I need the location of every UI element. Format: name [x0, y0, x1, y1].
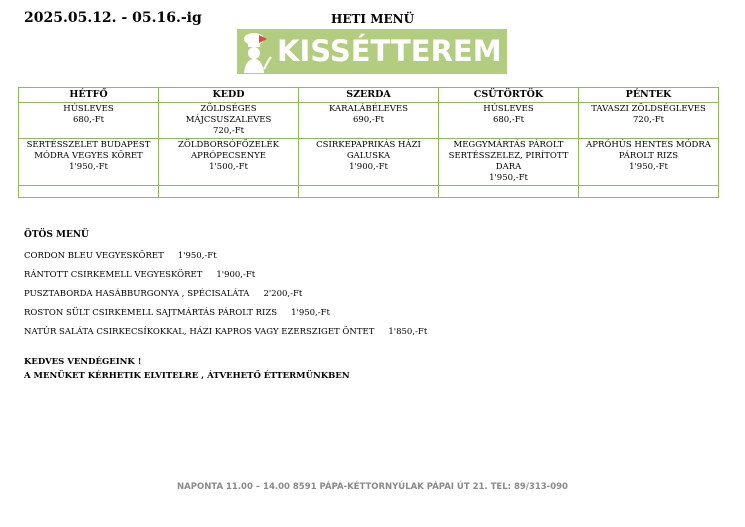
- fixed-item-name: ROSTON SÜLT CSIRKEMELL SAJTMÁRTÁS PÁROLT RIZS: [24, 308, 278, 318]
- guest-note: [24, 355, 350, 383]
- fixed-menu-title: ÖTÖS MENÜ: [24, 230, 89, 240]
- chef-icon: [237, 29, 277, 74]
- dish-name: SERTÉSSZELET BUDAPEST MÓDRA VEGYES KÖRET: [26, 140, 151, 161]
- fixed-menu-item: [24, 327, 427, 346]
- main-course-row: [19, 139, 719, 186]
- dish-price: 1'500,-Ft: [209, 162, 248, 172]
- dish-name: ZÖLDSÉGES MÁJCSUSZALEVES: [185, 104, 272, 125]
- restaurant-logo: [237, 29, 507, 74]
- fixed-menu-item: [24, 289, 427, 308]
- dish-name: MEGGYMÁRTÁS PÁROLT SERTÉSSZELEZ, PIRÍTOTT DARA: [448, 140, 569, 172]
- main-course-cell: [19, 139, 159, 186]
- fixed-item-name: RÁNTOTT CSIRKEMELL VEGYESKÖRET: [24, 270, 203, 280]
- logo-text: KISSÉTTEREM: [277, 34, 502, 68]
- dish-name: CSIRKEPAPRIKÁS HÁZI GALUSKA: [316, 140, 421, 161]
- dish-name: KARALÁBÉLEVES: [329, 104, 408, 114]
- main-course-cell: [439, 139, 579, 186]
- empty-cell: [159, 186, 299, 198]
- day-header: KEDD: [159, 88, 299, 103]
- fixed-menu-item: [24, 308, 427, 327]
- fixed-item-price: 2'200,-Ft: [263, 289, 303, 299]
- day-header: HÉTFŐ: [19, 88, 159, 103]
- dish-price: 690,-Ft: [352, 115, 385, 125]
- fixed-item-name: PUSZTABORDA HASÁBBURGONYA , SPÉCISALÁTA: [24, 289, 250, 299]
- fixed-menu-item: [24, 251, 427, 270]
- page-title: HETI MENÜ: [331, 12, 415, 26]
- dish-price: 720,-Ft: [632, 115, 665, 125]
- note-takeaway: A MENÜKET KÉRHETIK ELVITELRE , ÁTVEHETŐ ÉTTERMÜNKBEN: [24, 371, 350, 381]
- soup-cell: [19, 103, 159, 139]
- fixed-item-name: CORDON BLEU VEGYESKÖRET: [24, 251, 164, 261]
- dish-name: ZÖLDBORSÓFŐZELÉK APRÓPECSENYE: [177, 140, 280, 161]
- fixed-menu-section: [24, 230, 427, 346]
- empty-cell: [19, 186, 159, 198]
- dish-name: TAVASZI ZÖLDSÉGLEVES: [591, 104, 706, 114]
- dish-price: 1'900,-Ft: [349, 162, 388, 172]
- day-header: PÉNTEK: [579, 88, 719, 103]
- fixed-item-price: 1'950,-Ft: [291, 308, 330, 318]
- dish-name: APRÓHÚS HENTES MÓDRA PÁROLT RIZS: [586, 140, 711, 161]
- empty-cell: [299, 186, 439, 198]
- weekly-menu-table: [18, 87, 719, 198]
- dish-name: HÚSLEVES: [63, 104, 114, 114]
- dish-price: 680,-Ft: [492, 115, 525, 125]
- soup-cell: [299, 103, 439, 139]
- fixed-item-name: NATÚR SALÁTA CSIRKECSÍKOKKAL, HÁZI KAPROS VAGY EZERSZIGET ÖNTET: [24, 327, 375, 337]
- empty-row: [19, 186, 719, 198]
- empty-cell: [579, 186, 719, 198]
- soup-cell: [579, 103, 719, 139]
- soup-row: [19, 103, 719, 139]
- dish-price: 1'950,-Ft: [489, 173, 528, 183]
- fixed-item-price: 1'900,-Ft: [216, 270, 256, 280]
- day-header: SZERDA: [299, 88, 439, 103]
- dish-price: 1'950,-Ft: [69, 162, 108, 172]
- footer-contact: NAPONTA 11.00 – 14.00 8591 PÁPA-KÉTTORNYÚLAK PÁPAI ÚT 21. TEL: 89/313-090: [177, 482, 568, 492]
- soup-cell: [439, 103, 579, 139]
- main-course-cell: [299, 139, 439, 186]
- dish-name: HÚSLEVES: [483, 104, 534, 114]
- main-course-cell: [159, 139, 299, 186]
- fixed-item-price: 1'850,-Ft: [388, 327, 428, 337]
- fixed-item-price: 1'950,-Ft: [177, 251, 217, 261]
- dish-price: 1'950,-Ft: [629, 162, 668, 172]
- empty-cell: [439, 186, 579, 198]
- date-range: 2025.05.12. - 05.16.-ig: [24, 10, 202, 26]
- day-header-row: [19, 88, 719, 103]
- note-greeting: KEDVES VENDÉGEINK !: [24, 357, 142, 367]
- soup-cell: [159, 103, 299, 139]
- fixed-menu-item: [24, 270, 427, 289]
- main-course-cell: [579, 139, 719, 186]
- dish-price: 680,-Ft: [72, 115, 105, 125]
- dish-price: 720,-Ft: [212, 126, 245, 136]
- day-header: CSÜTÖRTÖK: [439, 88, 579, 103]
